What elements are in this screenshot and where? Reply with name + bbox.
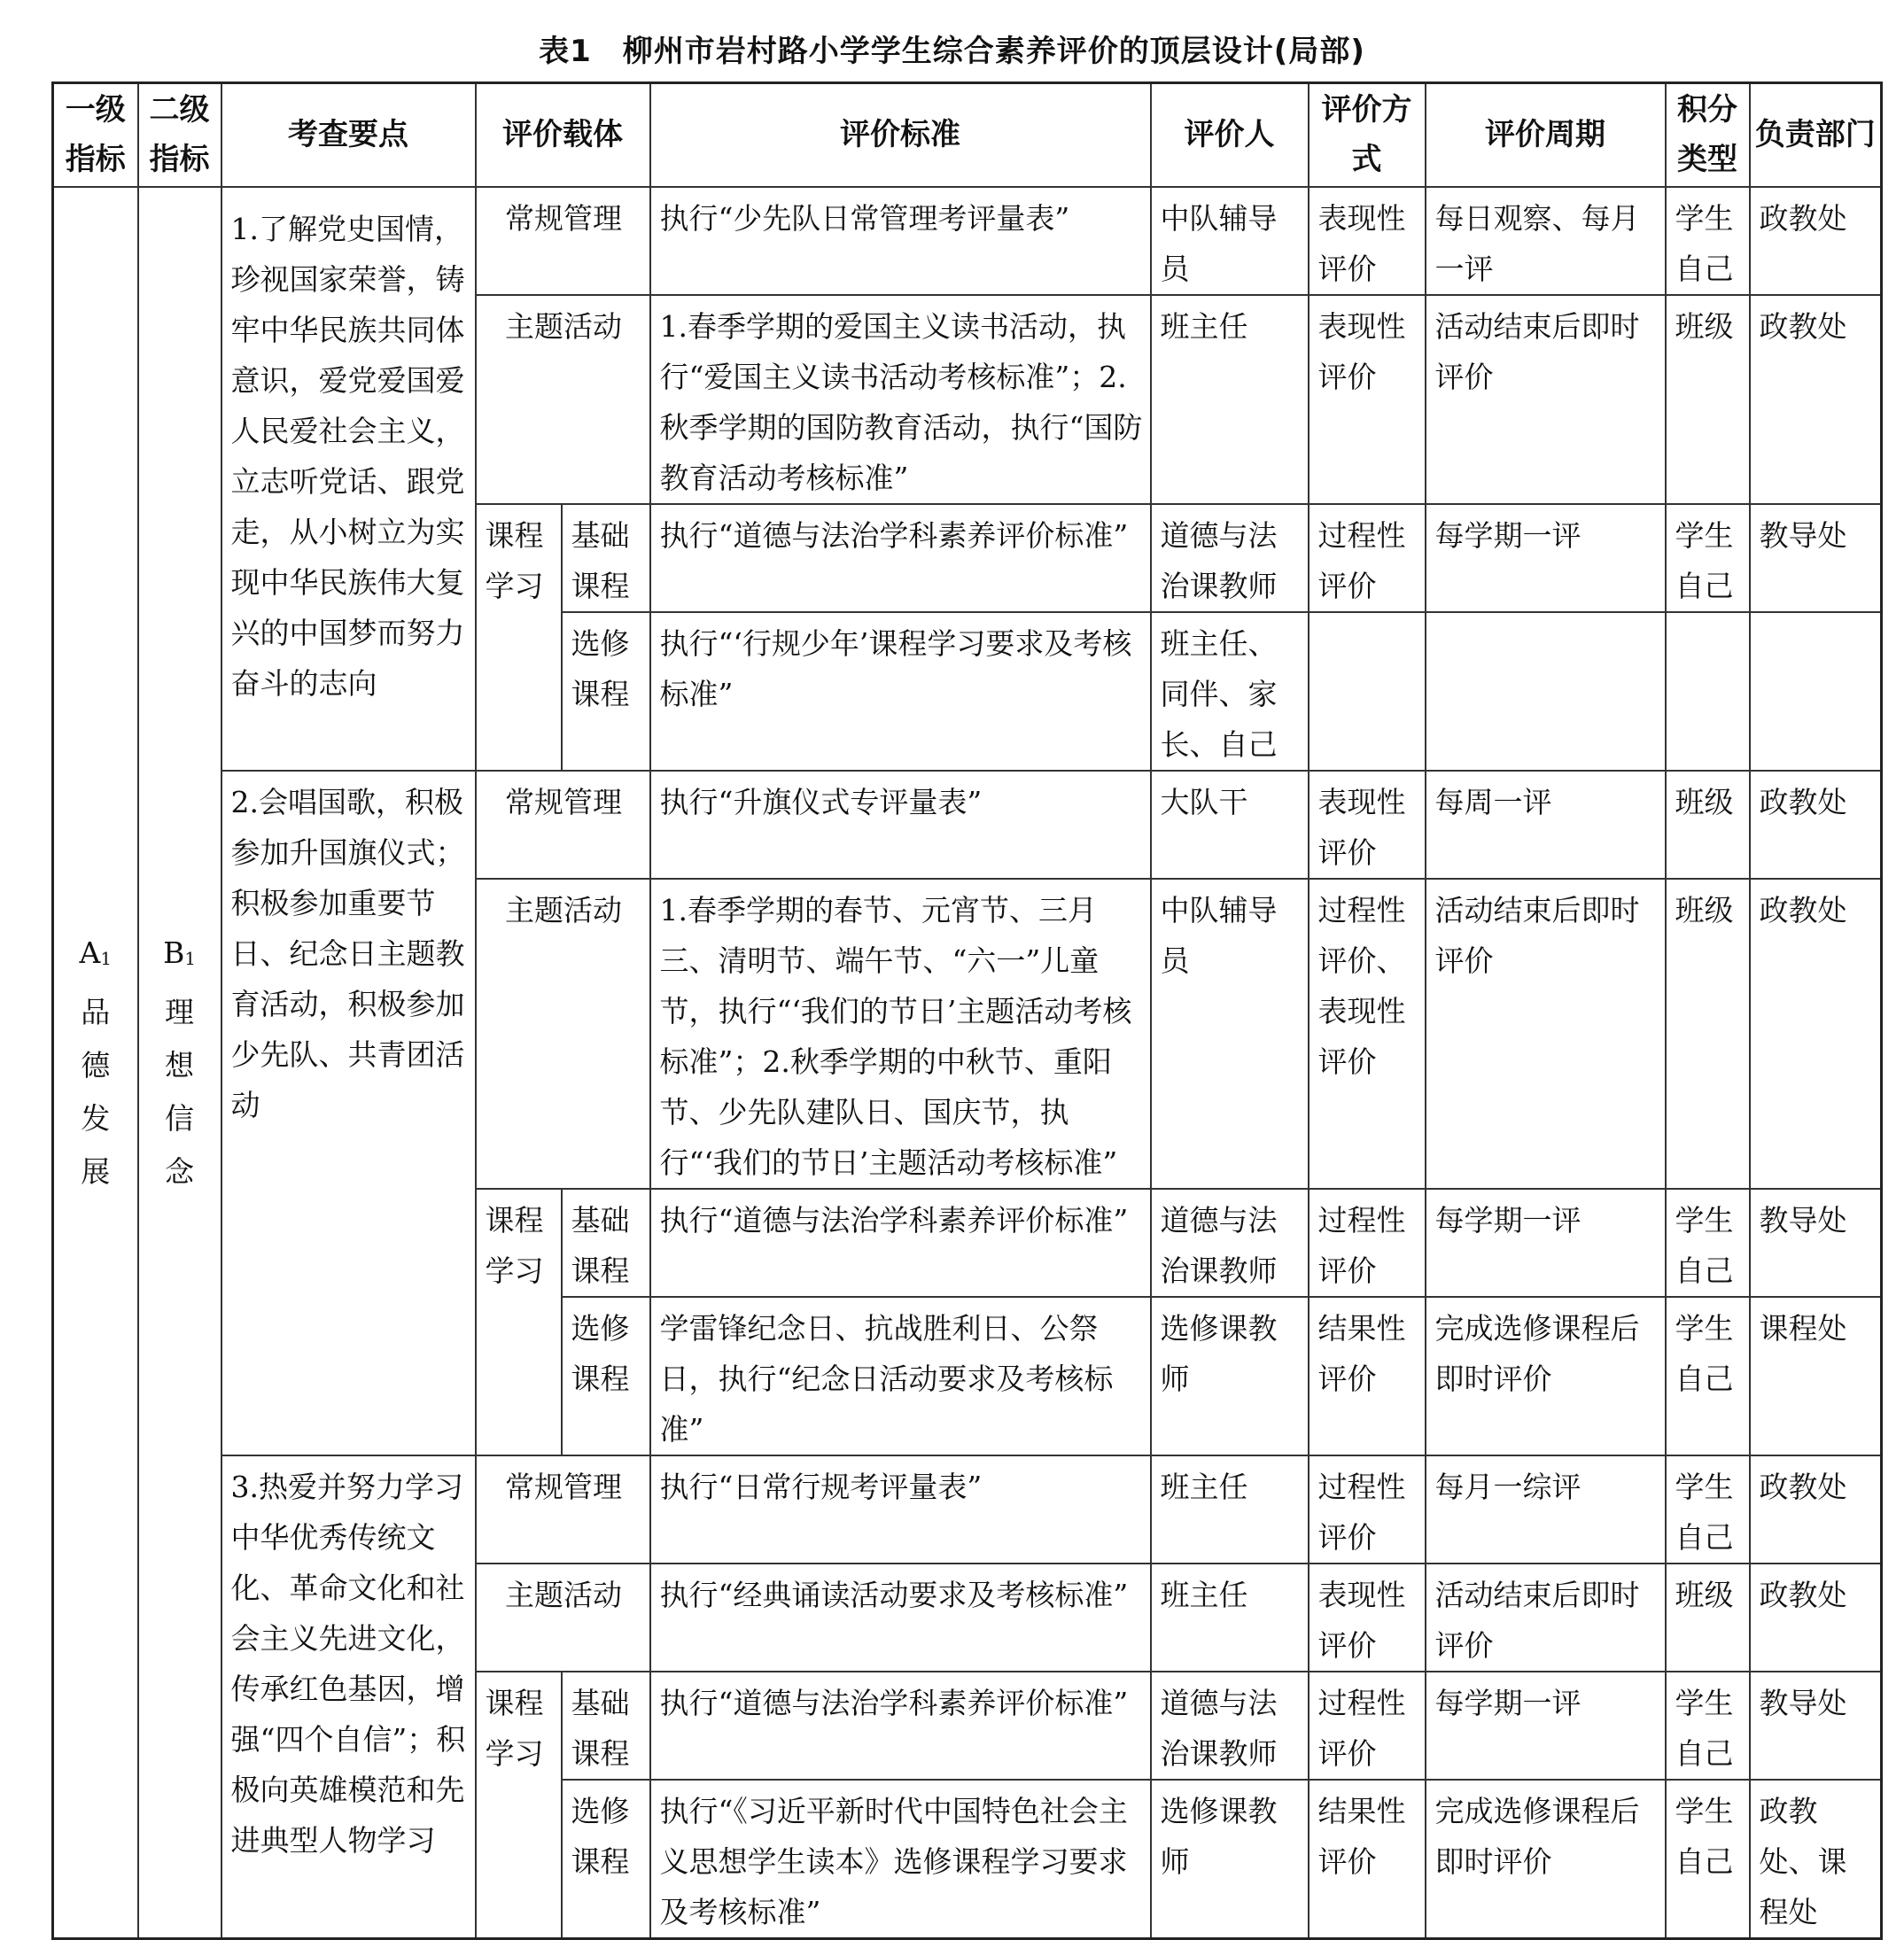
header-standard: 评价标准 <box>650 83 1151 187</box>
header-carrier: 评价载体 <box>476 83 650 187</box>
evaluator-cell: 班主任 <box>1151 1564 1309 1672</box>
method-cell: 表现性评价 <box>1309 187 1426 295</box>
dept-cell: 政教处 <box>1750 1564 1882 1672</box>
score-cell: 学生自己 <box>1666 504 1750 612</box>
standard-cell: 执行“日常行规考评量表” <box>650 1455 1151 1564</box>
carrier-basic: 基础课程 <box>562 1672 650 1780</box>
standard-cell: 执行“‘行规少年’课程学习要求及考核标准” <box>650 612 1151 771</box>
header-evaluator: 评价人 <box>1151 83 1309 187</box>
dept-cell: 政教处、课程处 <box>1750 1780 1882 1939</box>
a1-sub: 1 <box>100 948 112 969</box>
method-cell: 表现性评价 <box>1309 771 1426 879</box>
b1-name: 理想信念 <box>165 994 194 1189</box>
table-row <box>53 771 1882 879</box>
evaluator-cell: 中队辅导员 <box>1151 187 1309 295</box>
evaluator-cell: 道德与法治课教师 <box>1151 504 1309 612</box>
level2-cell <box>138 187 221 1939</box>
period-cell: 每日观察、每月一评 <box>1426 187 1666 295</box>
standard-cell: 执行“《习近平新时代中国特色社会主义思想学生读本》选修课程学习要求及考核标准” <box>650 1780 1151 1939</box>
period-cell: 每学期一评 <box>1426 1672 1666 1780</box>
standard-cell: 执行“经典诵读活动要求及考核标准” <box>650 1564 1151 1672</box>
period-cell: 完成选修课程后即时评价 <box>1426 1780 1666 1939</box>
evaluator-cell: 大队干 <box>1151 771 1309 879</box>
standard-cell: 执行“少先队日常管理考评量表” <box>650 187 1151 295</box>
score-cell <box>1666 612 1750 771</box>
evaluator-cell: 中队辅导员 <box>1151 879 1309 1189</box>
header-row <box>53 83 1882 187</box>
point-3: 3.热爱并努力学习中华优秀传统文化、革命文化和社会主义先进文化，传承红色基因，增强“四个自信”；积极向英雄模范和先进典型人物学习 <box>221 1455 476 1939</box>
carrier-basic: 基础课程 <box>562 504 650 612</box>
period-cell: 每学期一评 <box>1426 504 1666 612</box>
method-cell <box>1309 612 1426 771</box>
score-cell: 班级 <box>1666 1564 1750 1672</box>
score-cell: 学生自己 <box>1666 1297 1750 1455</box>
point-2: 2.会唱国歌，积极参加升国旗仪式；积极参加重要节日、纪念日主题教育活动，积极参加少先队、共青团活动 <box>221 771 476 1455</box>
score-cell: 学生自己 <box>1666 1189 1750 1297</box>
standard-cell: 学雷锋纪念日、抗战胜利日、公祭日，执行“纪念日活动要求及考核标准” <box>650 1297 1151 1455</box>
carrier-elective: 选修课程 <box>562 1297 650 1455</box>
score-cell: 班级 <box>1666 771 1750 879</box>
header-level1: 一级指标 <box>53 83 138 187</box>
dept-cell: 政教处 <box>1750 187 1882 295</box>
standard-cell: 1.春季学期的爱国主义读书活动，执行“爱国主义读书活动考核标准”；2.秋季学期的国防教育活动，执行“国防教育活动考核标准” <box>650 295 1151 504</box>
period-cell: 活动结束后即时评价 <box>1426 295 1666 504</box>
period-cell: 活动结束后即时评价 <box>1426 879 1666 1189</box>
dept-cell: 教导处 <box>1750 1189 1882 1297</box>
dept-cell: 政教处 <box>1750 1455 1882 1564</box>
period-cell <box>1426 612 1666 771</box>
period-cell: 每周一评 <box>1426 771 1666 879</box>
header-score-type: 积分类型 <box>1666 83 1750 187</box>
standard-cell: 执行“道德与法治学科素养评价标准” <box>650 1672 1151 1780</box>
table-row <box>53 1455 1882 1564</box>
header-department: 负责部门 <box>1750 83 1882 187</box>
score-cell: 学生自己 <box>1666 1672 1750 1780</box>
header-period: 评价周期 <box>1426 83 1666 187</box>
method-cell: 表现性评价 <box>1309 295 1426 504</box>
score-cell: 学生自己 <box>1666 187 1750 295</box>
dept-cell: 政教处 <box>1750 771 1882 879</box>
score-cell: 学生自己 <box>1666 1780 1750 1939</box>
header-method: 评价方式 <box>1309 83 1426 187</box>
score-cell: 班级 <box>1666 295 1750 504</box>
method-cell: 结果性评价 <box>1309 1297 1426 1455</box>
evaluator-cell: 道德与法治课教师 <box>1151 1189 1309 1297</box>
carrier-basic: 基础课程 <box>562 1189 650 1297</box>
b1-sub: 1 <box>184 948 196 969</box>
level1-cell <box>53 187 138 1939</box>
carrier-elective: 选修课程 <box>562 612 650 771</box>
score-cell: 学生自己 <box>1666 1455 1750 1564</box>
carrier-course: 课程学习 <box>476 1189 562 1455</box>
method-cell: 过程性评价 <box>1309 1189 1426 1297</box>
method-cell: 过程性评价 <box>1309 1672 1426 1780</box>
carrier-routine: 常规管理 <box>476 187 650 295</box>
point-1: 1.了解党史国情，珍视国家荣誉，铸牢中华民族共同体意识，爱党爱国爱人民爱社会主义，立志听党话、跟党走，从小树立为实现中华民族伟大复兴的中国梦而努力奋斗的志向 <box>221 187 476 771</box>
carrier-theme: 主题活动 <box>476 879 650 1189</box>
dept-cell: 课程处 <box>1750 1297 1882 1455</box>
evaluator-cell: 班主任 <box>1151 1455 1309 1564</box>
period-cell: 完成选修课程后即时评价 <box>1426 1297 1666 1455</box>
standard-cell: 执行“道德与法治学科素养评价标准” <box>650 504 1151 612</box>
evaluator-cell: 班主任、同伴、家长、自己 <box>1151 612 1309 771</box>
dept-cell: 政教处 <box>1750 879 1882 1189</box>
carrier-routine: 常规管理 <box>476 771 650 879</box>
period-cell: 活动结束后即时评价 <box>1426 1564 1666 1672</box>
score-cell: 班级 <box>1666 879 1750 1189</box>
table-row <box>53 187 1882 295</box>
method-cell: 过程性评价、表现性评价 <box>1309 879 1426 1189</box>
carrier-theme: 主题活动 <box>476 1564 650 1672</box>
table-caption: 表1 柳州市岩村路小学学生综合素养评价的顶层设计(局部) <box>539 34 1365 69</box>
method-cell: 表现性评价 <box>1309 1564 1426 1672</box>
evaluator-cell: 班主任 <box>1151 295 1309 504</box>
period-cell: 每月一综评 <box>1426 1455 1666 1564</box>
standard-cell: 执行“升旗仪式专评量表” <box>650 771 1151 879</box>
carrier-course: 课程学习 <box>476 1672 562 1939</box>
b1-code: B <box>163 935 185 970</box>
a1-code: A <box>79 935 101 970</box>
carrier-theme: 主题活动 <box>476 295 650 504</box>
evaluator-cell: 选修课教师 <box>1151 1297 1309 1455</box>
dept-cell: 政教处 <box>1750 295 1882 504</box>
standard-cell: 执行“道德与法治学科素养评价标准” <box>650 1189 1151 1297</box>
header-points: 考查要点 <box>221 83 476 187</box>
evaluator-cell: 道德与法治课教师 <box>1151 1672 1309 1780</box>
carrier-routine: 常规管理 <box>476 1455 650 1564</box>
carrier-elective: 选修课程 <box>562 1780 650 1939</box>
dept-cell: 教导处 <box>1750 1672 1882 1780</box>
method-cell: 结果性评价 <box>1309 1780 1426 1939</box>
standard-cell: 1.春季学期的春节、元宵节、三月三、清明节、端午节、“六一”儿童节，执行“‘我们的节日’主题活动考核标准”；2.秋季学期的中秋节、重阳节、少先队建队日、国庆节，执行“‘我们的节日’主题活动考核标准” <box>650 879 1151 1189</box>
dept-cell <box>1750 612 1882 771</box>
period-cell: 每学期一评 <box>1426 1189 1666 1297</box>
evaluator-cell: 选修课教师 <box>1151 1780 1309 1939</box>
carrier-course: 课程学习 <box>476 504 562 771</box>
dept-cell: 教导处 <box>1750 504 1882 612</box>
method-cell: 过程性评价 <box>1309 504 1426 612</box>
evaluation-design-table <box>51 81 1883 1940</box>
a1-name: 品德发展 <box>81 994 111 1189</box>
method-cell: 过程性评价 <box>1309 1455 1426 1564</box>
header-level2: 二级指标 <box>138 83 221 187</box>
